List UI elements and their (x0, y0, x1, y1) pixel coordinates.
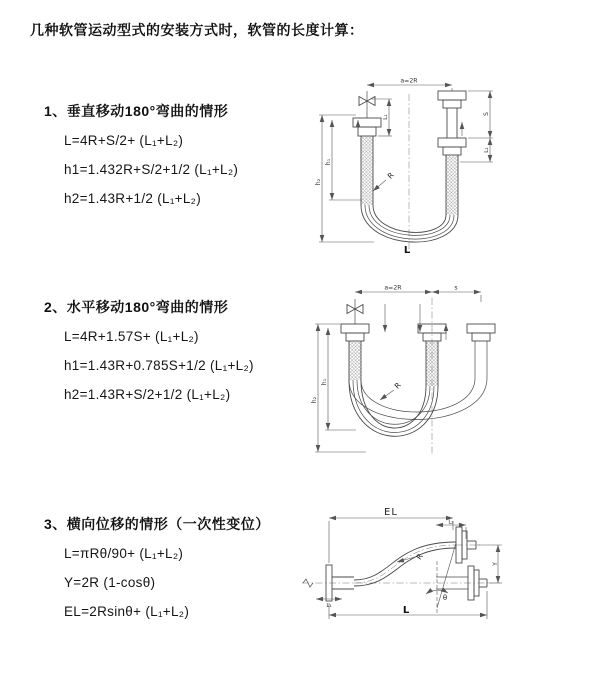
section-1-formulas (44, 133, 238, 206)
radius-label: R (392, 380, 403, 391)
dim-label-h1: h₁ (325, 158, 332, 166)
radius-label: R (414, 551, 425, 562)
formula-h2: h2=1.43R+S/2+1/2 (L₁+L₂) (64, 387, 231, 402)
dim-label-a2r: a=2R (400, 77, 418, 85)
section-horizontal-movement (44, 300, 254, 402)
dim-label-l2: L₂ (448, 519, 454, 526)
dim-label-s: S (483, 112, 490, 116)
diagram3-construction (426, 543, 456, 615)
valve-icon (347, 299, 363, 324)
section-vertical-movement (44, 104, 238, 206)
length-label: L (403, 245, 411, 256)
formula-Y: Y=2R (1-cosθ) (64, 575, 156, 590)
diagram3-hose-assembly (326, 527, 487, 601)
radius-label: R (385, 170, 396, 181)
diagram-lateral-displacement (296, 503, 594, 638)
diagram-vertical-180-bend (312, 70, 587, 262)
dim-label-l2: L₂ (484, 147, 490, 153)
diagram2-hose-assembly (341, 299, 495, 436)
section-lateral-displacement (44, 517, 270, 619)
section-2-heading: 2、水平移动180°弯曲的情形 (44, 299, 229, 315)
formula-h1: h1=1.432R+S/2+1/2 (L₁+L₂) (64, 162, 239, 177)
section-3-heading: 3、横向位移的情形（一次性变位） (44, 516, 270, 532)
dim-label-el: EL (384, 507, 398, 518)
angle-theta-label: θ (442, 594, 448, 602)
dim-label-a2r: a=2R (384, 284, 402, 292)
dim-label-l1: L₁ (383, 114, 389, 120)
diagram1-hose-assembly (353, 91, 466, 242)
formula-h1: h1=1.43R+0.785S+1/2 (L₁+L₂) (64, 358, 254, 373)
formula-L: L=πRθ/90+ (L₁+L₂) (64, 546, 184, 561)
section-1-heading: 1、垂直移动180°弯曲的情形 (44, 103, 229, 119)
length-label: L (402, 605, 410, 616)
dim-label-s: s (454, 284, 458, 292)
dim-label-h2: h₂ (315, 178, 322, 186)
diagram-horizontal-180-bend (308, 282, 593, 462)
formula-EL: EL=2Rsinθ+ (L₁+L₂) (64, 604, 190, 619)
section-3-formulas (44, 546, 270, 619)
section-2-formulas (44, 329, 254, 402)
dim-label-l1: L₁ (326, 603, 332, 609)
formula-L: L=4R+S/2+ (L₁+L₂) (64, 133, 184, 148)
dim-label-y: Y (492, 562, 499, 566)
page-title: 几种软管运动型式的安装方式时，软管的长度计算： (30, 22, 364, 38)
dim-label-h2: h₂ (311, 396, 318, 404)
diagram1-dimensions (319, 85, 493, 242)
valve-icon (359, 91, 375, 118)
formula-L: L=4R+1.57S+ (L₁+L₂) (64, 329, 199, 344)
formula-h2: h2=1.43R+1/2 (L₁+L₂) (64, 191, 202, 206)
dim-label-h1: h₁ (321, 378, 328, 386)
